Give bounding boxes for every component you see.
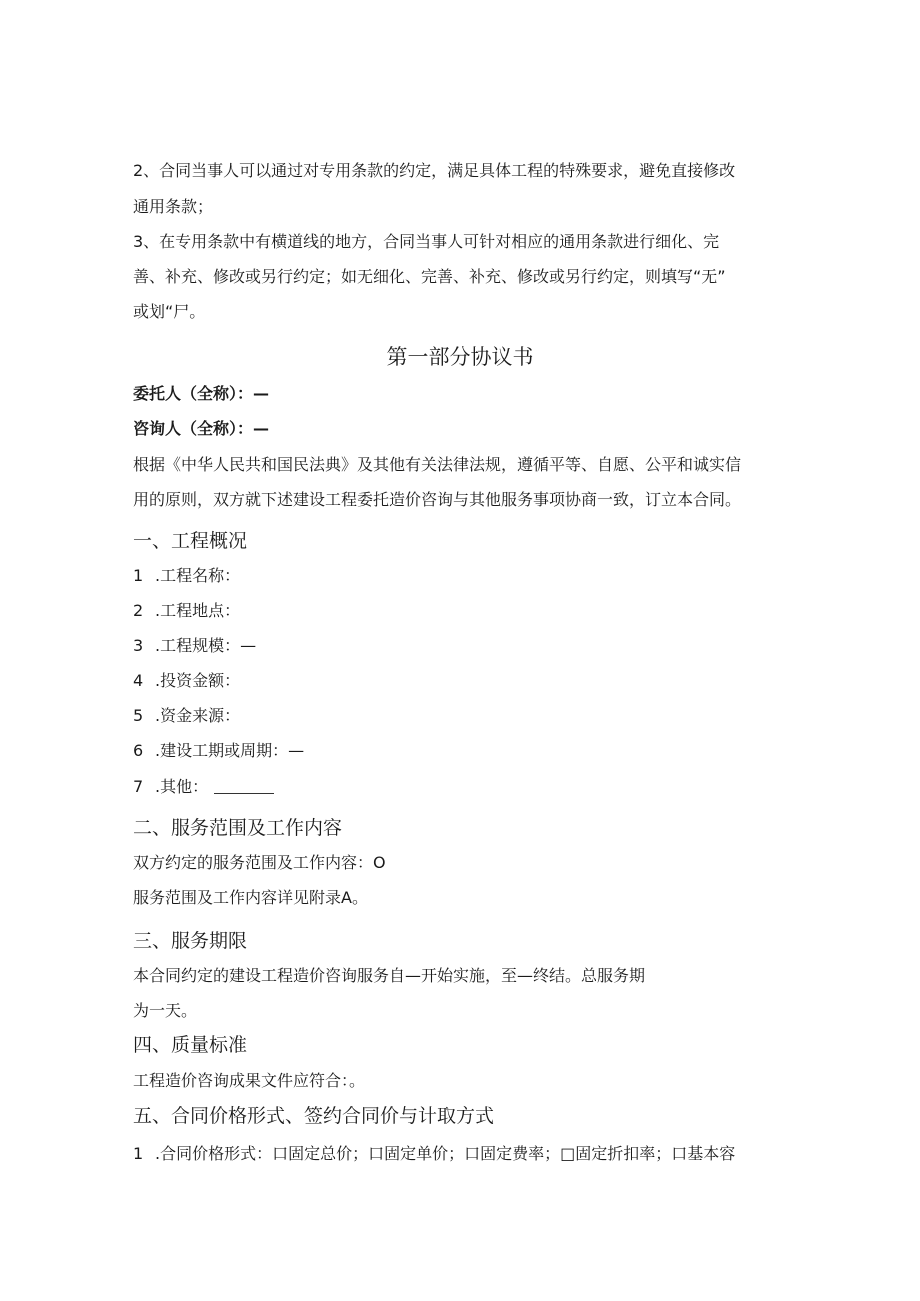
list-item <box>133 706 240 726</box>
list-item <box>133 601 240 621</box>
list-item <box>133 636 256 656</box>
note-line: 2、合同当事人可以通过对专用条款的约定，满足具体工程的特殊要求，避免直接修改 <box>133 161 736 180</box>
item-number: 7 <box>133 777 144 796</box>
body-line: 为一天。 <box>133 1001 198 1020</box>
section-heading: 三、服务期限 <box>133 930 248 952</box>
item-text: .合同价格形式：口固定总价；口固定单价；口固定费率；□固定折扣率；口基本容 <box>155 1144 736 1163</box>
body-line: 服务范围及工作内容详见附录A。 <box>133 888 368 907</box>
basis-line: 根据《中华人民共和国民法典》及其他有关法律法规，遵循平等、自愿、公平和诚实信 <box>133 455 742 474</box>
blank-line <box>214 779 274 794</box>
body-line: 双方约定的服务范围及工作内容：O <box>133 853 386 872</box>
list-item <box>133 741 304 761</box>
section-heading: 四、质量标准 <box>133 1034 248 1056</box>
item-number: 5 <box>133 706 144 725</box>
item-text: .投资金额： <box>155 671 241 690</box>
list-item <box>133 566 240 586</box>
consultant-line: 咨询人（全称）：— <box>133 419 270 438</box>
item-text: .工程名称： <box>155 566 241 585</box>
section-heading: 一、工程概况 <box>133 530 248 552</box>
note-line: 善、补充、修改或另行约定；如无细化、完善、补充、修改或另行约定，则填写“无” <box>133 267 726 286</box>
item-number: 4 <box>133 671 144 690</box>
body-line: 本合同约定的建设工程造价咨询服务自—开始实施，至—终结。总服务期 <box>133 966 646 985</box>
section-heading: 二、服务范围及工作内容 <box>133 817 343 839</box>
item-number: 1 <box>133 1144 144 1163</box>
item-number: 3 <box>133 636 144 655</box>
item-text: .工程规模：— <box>155 636 257 655</box>
list-item <box>133 777 274 797</box>
list-item <box>133 1144 735 1164</box>
item-number: 2 <box>133 601 144 620</box>
item-number: 6 <box>133 741 144 760</box>
client-line: 委托人（全称）：— <box>133 384 270 403</box>
item-text: .工程地点： <box>155 601 241 620</box>
item-text: .资金来源： <box>155 706 241 725</box>
body-line: 工程造价咨询成果文件应符合：。 <box>133 1071 366 1090</box>
item-number: 1 <box>133 566 144 585</box>
list-item <box>133 671 240 691</box>
part-title: 第一部分协议书 <box>386 345 534 369</box>
note-line: 3、在专用条款中有横道线的地方，合同当事人可针对相应的通用条款进行细化、完 <box>133 232 720 251</box>
item-text: .其他： <box>155 777 209 796</box>
note-line: 通用条款； <box>133 197 214 216</box>
note-line: 或划“尸。 <box>133 302 206 321</box>
item-text: .建设工期或周期：— <box>155 741 305 760</box>
basis-line: 用的原则，双方就下述建设工程委托造价咨询与其他服务事项协商一致，订立本合同。 <box>133 490 742 509</box>
section-heading: 五、合同价格形式、签约合同价与计取方式 <box>133 1105 495 1127</box>
